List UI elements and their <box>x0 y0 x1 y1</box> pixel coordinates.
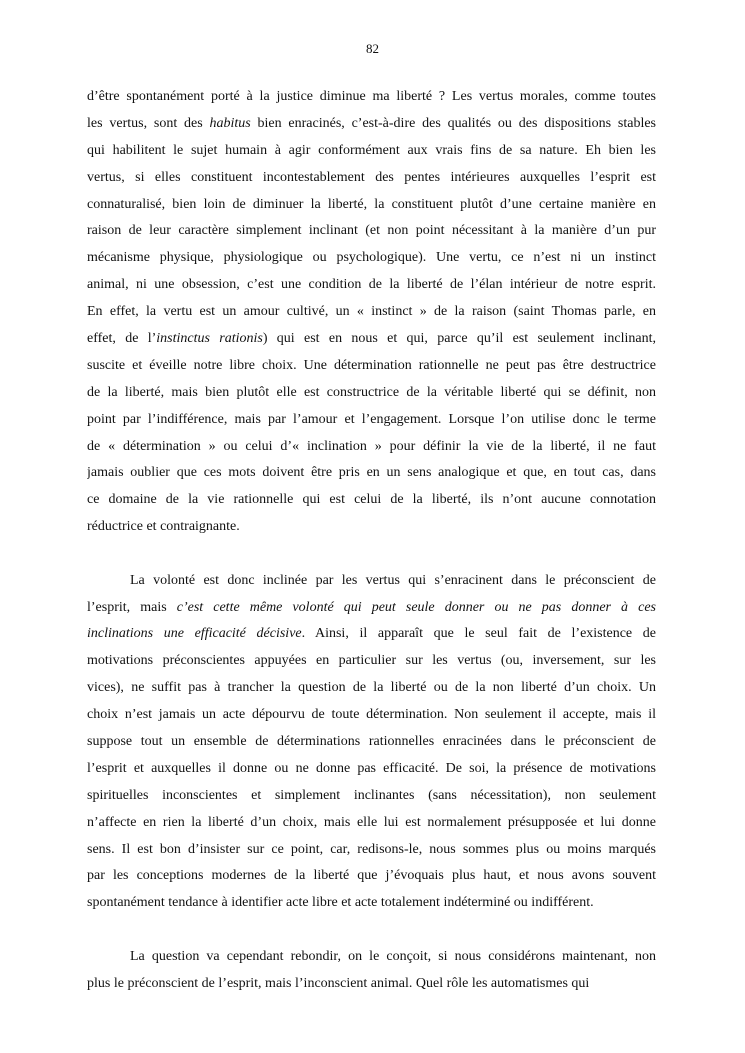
text-run: sens. Il est bon d’insister sur ce point, car, redisons-le, nous sommes plus ou moins marqués <box>87 841 656 857</box>
text-run: par les conceptions modernes de la liberté que j’évoquais plus haut, et nous avons souvent <box>87 868 656 884</box>
paragraph-gap <box>87 917 656 944</box>
text-line <box>87 890 656 917</box>
text-line <box>87 702 656 729</box>
text-run: connaturalisé, bien loin de diminuer la liberté, la constituent plutôt d’une certaine manière en <box>87 196 656 212</box>
text-run: les vertus, sont des <box>87 115 210 131</box>
text-run: n’affecte en rien la liberté d’un choix, mais elle lui est normalement présupposée et lui donne <box>87 814 656 830</box>
text-run: l’esprit et auxquelles il donne ou ne donne pas efficacité. De soi, la présence de motivations <box>87 760 656 776</box>
text-run: ce domaine de la vie rationnelle qui est celui de la liberté, ils n’ont aucune connotation <box>87 492 656 508</box>
text-line <box>87 245 656 272</box>
text-run: suppose tout un ensemble de déterminations rationnelles enracinées dans le préconscient de <box>87 733 656 749</box>
text-line <box>87 837 656 864</box>
text-run: suscite et éveille notre libre choix. Une détermination rationnelle ne peut pas être destructrice <box>87 357 656 373</box>
text-line <box>87 514 656 541</box>
text-run: raison de leur caractère simplement inclinant (et non point nécessitant à la manière d’un pur <box>87 223 656 239</box>
body-text <box>87 84 656 998</box>
italic-text: instinctus rationis <box>156 331 263 347</box>
text-run: jamais oublier que ces mots doivent être pris en un sens analogique et que, en tout cas, dans <box>87 465 656 481</box>
text-run: vices), ne suffit pas à trancher la question de la liberté ou de la non liberté d’un choix. Un <box>87 680 656 696</box>
text-line <box>87 218 656 245</box>
text-line <box>87 595 656 622</box>
text-run: ) qui est en nous et qui, parce qu’il est seulement inclinant, <box>262 331 656 347</box>
text-line <box>87 111 656 138</box>
text-line <box>87 299 656 326</box>
text-line <box>87 621 656 648</box>
italic-text: c’est cette même volonté qui peut seule donner ou ne pas donner à ces <box>176 599 656 615</box>
text-run: de la liberté, mais bien plutôt elle est constructrice de la véritable liberté qui se définit, non <box>87 384 656 400</box>
text-line <box>87 84 656 111</box>
paragraph <box>87 568 656 918</box>
text-line <box>87 460 656 487</box>
text-run: réductrice et contraignante. <box>87 519 240 535</box>
text-run: choix n’est jamais un acte dépourvu de toute détermination. Non seulement il accepte, mais il <box>87 707 656 723</box>
text-line <box>87 863 656 890</box>
paragraph-gap <box>87 541 656 568</box>
text-run: point par l’indifférence, mais par l’amour et l’engagement. Lorsque l’on utilise donc le terme <box>87 411 656 427</box>
text-line <box>87 944 656 971</box>
text-run: La question va cependant rebondir, on le conçoit, si nous considérons maintenant, non <box>130 948 656 964</box>
text-line <box>87 407 656 434</box>
text-line <box>87 810 656 837</box>
text-run: qui habilitent le sujet humain à agir conformément aux vrais fins de sa nature. Eh bien les <box>87 142 656 158</box>
text-line <box>87 971 656 998</box>
text-line <box>87 192 656 219</box>
text-line <box>87 783 656 810</box>
text-run: d’être spontanément porté à la justice diminue ma liberté ? Les vertus morales, comme toutes <box>87 89 656 104</box>
text-line <box>87 165 656 192</box>
text-line <box>87 434 656 461</box>
paragraph <box>87 944 656 998</box>
text-run: plus le préconscient de l’esprit, mais l’inconscient animal. Quel rôle les automatismes qui <box>87 975 590 991</box>
text-run: La volonté est donc inclinée par les vertus qui s’enracinent dans le préconscient de <box>130 572 656 588</box>
text-run: En effet, la vertu est un amour cultivé, un « instinct » de la raison (saint Thomas parle, en <box>87 304 656 320</box>
text-run: motivations préconscientes appuyées en particulier sur les vertus (ou, inversement, sur les <box>87 653 656 669</box>
text-run: animal, ni une obsession, c’est une condition de la liberté de l’élan intérieur de notre esprit. <box>87 277 656 293</box>
italic-text: inclinations une efficacité décisive <box>87 626 302 642</box>
text-line <box>87 675 656 702</box>
text-run: spirituelles inconscientes et simplement inclinantes (sans nécessitation), non seulement <box>87 787 656 803</box>
text-run: . Ainsi, il apparaît que le seul fait de l’existence de <box>301 626 656 642</box>
text-line <box>87 568 656 595</box>
text-run: vertus, si elles constituent incontestablement des pentes intérieures auxquelles l’esprit est <box>87 169 656 185</box>
italic-text: habitus <box>209 115 251 131</box>
text-line <box>87 729 656 756</box>
text-run: bien enracinés, c’est-à-dire des qualités ou des dispositions stables <box>250 115 656 131</box>
page-number: 82 <box>366 41 379 56</box>
text-line <box>87 353 656 380</box>
text-line <box>87 326 656 353</box>
text-line <box>87 380 656 407</box>
text-line <box>87 272 656 299</box>
text-run: effet, de l’ <box>87 331 157 347</box>
text-run: spontanément tendance à identifier acte libre et acte totalement indéterminé ou indifférent. <box>87 895 594 911</box>
paragraph <box>87 84 656 541</box>
text-line <box>87 648 656 675</box>
text-line <box>87 138 656 165</box>
text-run: l’esprit, mais <box>87 599 177 615</box>
text-line <box>87 487 656 514</box>
text-line <box>87 756 656 783</box>
text-run: de « détermination » ou celui d’« inclination » pour définir la vie de la liberté, il ne faut <box>87 438 656 454</box>
text-run: mécanisme physique, physiologique ou psychologique). Une vertu, ce n’est ni un instinct <box>87 250 656 266</box>
